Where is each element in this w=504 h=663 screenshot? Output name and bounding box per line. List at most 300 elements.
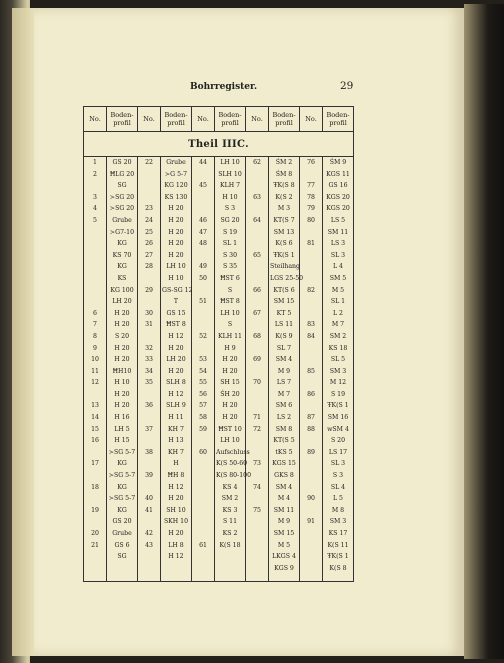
soil-profile-value: LS 3 [330, 240, 346, 248]
profil-column-3 [215, 157, 252, 582]
soil-profile-value: ≻SG 5-7 [108, 495, 136, 503]
entry-number [84, 261, 106, 273]
entry-number [246, 296, 268, 308]
column-header: Boden- profil [269, 107, 300, 132]
soil-profile-value: LS 17 [328, 448, 348, 456]
soil-profile-value: M 8 [331, 506, 345, 514]
entry-number [138, 180, 160, 192]
entry-number [138, 563, 160, 575]
entry-number: 19 [91, 506, 99, 514]
entry-number [300, 261, 322, 273]
entry-number: 30 [145, 309, 153, 317]
soil-profile-value: GS 16 [328, 182, 348, 190]
soil-profile-value: S 20 [114, 332, 130, 340]
soil-profile-value: H 13 [168, 437, 184, 445]
entry-number: 58 [199, 414, 207, 422]
soil-profile-value: L 2 [332, 309, 343, 317]
soil-profile-value: Steilhang [270, 263, 300, 271]
soil-profile-value: ĦST 8 [166, 321, 186, 329]
soil-profile-value: KT(S 5 [273, 437, 295, 445]
soil-profile-value: H 10 [168, 274, 184, 282]
entry-number [192, 528, 214, 540]
soil-profile-value: SM 15 [273, 298, 295, 306]
entry-number: 90 [307, 495, 315, 503]
entry-number [192, 343, 214, 355]
soil-profile-value: S 30 [222, 251, 238, 259]
entry-number [84, 273, 106, 285]
entry-number: 51 [199, 298, 207, 306]
entry-number: 5 [93, 216, 97, 224]
soil-profile-value: SL 4 [330, 483, 346, 491]
soil-profile-value: H 20 [222, 356, 238, 364]
profil-column-5 [323, 157, 354, 582]
entry-number: 65 [253, 251, 261, 259]
entry-number [192, 470, 214, 482]
soil-profile-value: M 7 [277, 390, 291, 398]
entry-number: 50 [199, 274, 207, 282]
entry-number [84, 389, 106, 401]
entry-number [246, 273, 268, 285]
entry-number [138, 331, 160, 343]
entry-number [138, 458, 160, 470]
entry-number [246, 180, 268, 192]
entry-number [192, 458, 214, 470]
soil-profile-value: M 5 [331, 286, 345, 294]
soil-profile-value: SL 5 [330, 356, 346, 364]
soil-profile-value: GS 20 [112, 518, 132, 526]
entry-number [138, 192, 160, 204]
entry-number: 83 [307, 321, 315, 329]
entry-number: 20 [91, 530, 99, 537]
soil-profile-value: H 20 [168, 205, 184, 213]
entry-number [300, 435, 322, 447]
entry-number [300, 540, 322, 552]
entry-number: 86 [307, 390, 315, 398]
entry-number [192, 516, 214, 528]
soil-profile-value: LH 10 [220, 159, 240, 166]
entry-number: 68 [253, 332, 261, 340]
soil-profile-value: KGS 20 [326, 205, 350, 213]
soil-profile-value: SM 16 [327, 414, 349, 422]
soil-profile-value: ĦST 10 [218, 425, 242, 433]
entry-number [192, 563, 214, 575]
entry-number: 82 [307, 286, 315, 294]
entry-number: 78 [307, 193, 315, 201]
soil-profile-value: LH 5 [114, 425, 130, 433]
entry-number [192, 308, 214, 320]
entry-number: 59 [199, 425, 207, 433]
soil-profile-value: H [173, 460, 179, 468]
soil-profile-value: M 9 [277, 367, 291, 375]
entry-number: 57 [199, 402, 207, 410]
entry-number: 81 [307, 240, 315, 248]
soil-profile-value: ŦK(S 8 [273, 182, 295, 190]
entry-number [84, 227, 106, 239]
entry-number: 53 [199, 356, 207, 364]
entry-number [300, 296, 322, 308]
entry-number [300, 470, 322, 482]
soil-profile-value: KG [117, 506, 127, 514]
soil-profile-value: KGS 9 [274, 564, 294, 572]
header-row [84, 107, 354, 132]
soil-profile-value: SM 2 [329, 332, 347, 340]
soil-profile-value: SM 15 [273, 530, 295, 537]
soil-profile-value: SH 10 [166, 506, 186, 514]
soil-profile-value: KGS 15 [272, 460, 296, 468]
soil-profile-value: KG 100 [110, 286, 134, 294]
soil-profile-value: M 12 [329, 379, 347, 387]
entry-number: 38 [145, 448, 153, 456]
soil-profile-value: H 20 [168, 251, 184, 259]
profil-column-1 [107, 157, 138, 582]
soil-profile-value: Grube [112, 530, 132, 537]
entry-number: 76 [307, 159, 315, 166]
entry-number: 40 [145, 495, 153, 503]
soil-profile-value: KGS 20 [326, 193, 350, 201]
entry-number: 41 [145, 506, 153, 514]
entry-number: 62 [253, 159, 261, 166]
soil-profile-value: M 7 [331, 321, 345, 329]
soil-profile-value: SM 8 [275, 425, 293, 433]
left-page-edge [12, 8, 35, 656]
entry-number: 1 [93, 159, 97, 166]
no-column-4 [246, 157, 269, 582]
soil-profile-value: LH 8 [168, 541, 184, 549]
soil-profile-value: SG [117, 182, 127, 190]
soil-profile-value: KG [117, 263, 127, 271]
soil-profile-value: H 9 [224, 344, 236, 352]
soil-profile-value: SM 6 [275, 402, 293, 410]
soil-profile-value: H 20 [114, 356, 130, 364]
entry-number: 32 [145, 344, 153, 352]
entry-number: 10 [91, 356, 99, 364]
soil-profile-value: T [173, 298, 179, 306]
soil-profile-value: GKS 8 [274, 472, 294, 480]
entry-number [246, 528, 268, 540]
entry-number: 45 [199, 182, 207, 190]
soil-profile-value: KS 18 [328, 344, 348, 352]
entry-number [192, 493, 214, 505]
entry-number [246, 261, 268, 273]
entry-number [246, 516, 268, 528]
entry-number [300, 227, 322, 239]
entry-number [246, 227, 268, 239]
column-header: Boden- profil [323, 107, 354, 132]
soil-profile-value: SM 4 [275, 483, 293, 491]
soil-profile-value: LH 10 [220, 309, 240, 317]
entry-number [300, 308, 322, 320]
soil-profile-value: H 11 [168, 414, 184, 422]
entry-number [300, 354, 322, 366]
soil-profile-value [107, 563, 137, 575]
entry-number [138, 435, 160, 447]
soil-profile-value: SM 3 [329, 518, 347, 526]
entry-number: 77 [307, 182, 315, 190]
entry-number: 75 [253, 506, 261, 514]
entry-number [84, 447, 106, 459]
soil-profile-value: KS 70 [112, 251, 132, 259]
entry-number [300, 169, 322, 181]
entry-number: 63 [253, 193, 261, 201]
soil-profile-value: H 12 [168, 390, 184, 398]
soil-profile-value: H 12 [168, 553, 184, 561]
soil-profile-value: K(S 18 [219, 541, 241, 549]
soil-profile-value: S 35 [222, 263, 238, 271]
soil-profile-value: H 20 [222, 402, 238, 410]
soil-profile-value: GS 15 [166, 309, 186, 317]
soil-profile-value: Grube [112, 216, 132, 224]
column-header: Boden- profil [161, 107, 192, 132]
soil-profile-value: ŚM 9 [329, 159, 347, 166]
soil-profile-value: SL 1 [222, 240, 238, 248]
entry-number: 14 [91, 414, 99, 422]
entry-number: 12 [91, 379, 99, 387]
entry-number [84, 563, 106, 575]
entry-number [246, 551, 268, 563]
soil-profile-value: H 20 [168, 344, 184, 352]
soil-profile-value: S [227, 286, 233, 294]
soil-profile-value: LS 11 [274, 321, 294, 329]
entry-number: 47 [199, 228, 207, 236]
soil-profile-value: GS 20 [112, 159, 132, 166]
entry-number [192, 169, 214, 181]
soil-profile-value: LH 10 [220, 437, 240, 445]
soil-profile-value: ŦK(S 1 [273, 251, 295, 259]
entry-number [138, 273, 160, 285]
soil-profile-value: KH 7 [168, 425, 184, 433]
entry-number: 11 [91, 367, 99, 375]
soil-profile-value: KS 3 [222, 506, 238, 514]
section-title: Theil IIIC. [188, 139, 249, 150]
soil-profile-value: H 20 [168, 216, 184, 224]
column-header: No. [300, 107, 323, 132]
entry-number [84, 250, 106, 262]
entry-number: 84 [307, 332, 315, 340]
borehole-register-table [83, 106, 354, 582]
entry-number: 25 [145, 228, 153, 236]
entry-number [192, 482, 214, 494]
entry-number [84, 493, 106, 505]
soil-profile-value: S 11 [222, 518, 238, 526]
soil-profile-value: ≻SG 5-7 [108, 472, 136, 480]
entry-number: 72 [253, 425, 261, 433]
soil-profile-value: LH 20 [112, 298, 132, 306]
entry-number: 22 [145, 159, 153, 166]
soil-profile-value: LH 10 [166, 263, 186, 271]
soil-profile-value: H 20 [114, 309, 130, 317]
soil-profile-value: H 10 [222, 193, 238, 201]
soil-profile-value: ŦK(S 1 [327, 553, 349, 561]
entry-number: 85 [307, 367, 315, 375]
section-title-row [84, 132, 354, 157]
soil-profile-value: S 19 [222, 228, 238, 236]
entry-number [84, 296, 106, 308]
entry-number [138, 516, 160, 528]
soil-profile-value: LH 20 [166, 356, 186, 364]
no-column-1 [84, 157, 107, 582]
entry-number: 24 [145, 216, 153, 224]
profil-column-4 [269, 157, 304, 582]
entry-number: 18 [91, 483, 99, 491]
soil-profile-value: ĦLG 20 [109, 170, 135, 178]
column-header: No. [84, 107, 107, 132]
soil-profile-value: LS 5 [330, 216, 346, 224]
entry-number: 61 [199, 541, 207, 549]
soil-profile-value: KGS 11 [326, 170, 350, 178]
soil-profile-value: L 5 [332, 495, 343, 503]
soil-profile-value: LKGS 4 [272, 553, 296, 561]
entry-number [300, 343, 322, 355]
entry-number [192, 285, 214, 297]
entry-number [192, 250, 214, 262]
soil-profile-value: S 19 [330, 390, 346, 398]
entry-number [246, 343, 268, 355]
soil-profile-value: K(S 6 [275, 240, 293, 248]
soil-profile-value [215, 551, 245, 563]
entry-number: 27 [145, 251, 153, 259]
entry-number: 44 [199, 159, 207, 166]
entry-number [300, 528, 322, 540]
soil-profile-value: H 20 [114, 390, 130, 398]
entry-number [138, 296, 160, 308]
soil-profile-value: KS 130 [164, 193, 188, 201]
soil-profile-value: KS [117, 274, 127, 282]
entry-number: 15 [91, 425, 99, 433]
entry-number: 48 [199, 240, 207, 248]
soil-profile-value: H 20 [168, 530, 184, 537]
soil-profile-value: H 20 [114, 344, 130, 352]
soil-profile-value: ĦST 6 [220, 274, 240, 282]
soil-profile-value: H 20 [168, 228, 184, 236]
entry-number [300, 563, 322, 575]
soil-profile-value: Aufschluss [216, 448, 250, 456]
entry-number [138, 551, 160, 563]
soil-profile-value: KG [117, 460, 127, 468]
soil-profile-value: K(S 11 [327, 541, 349, 549]
column-header: No. [138, 107, 161, 132]
soil-profile-value: wSM 4 [327, 425, 349, 433]
soil-profile-value: SLH 10 [218, 170, 242, 178]
entry-number [300, 400, 322, 412]
entry-number: 64 [253, 216, 261, 224]
soil-profile-value: H 12 [168, 332, 184, 340]
entry-number: 43 [145, 541, 153, 549]
entry-number [138, 169, 160, 181]
entry-number: 91 [307, 518, 315, 526]
entry-number: 74 [253, 483, 261, 491]
entry-number [246, 563, 268, 575]
soil-profile-value: KS 2 [222, 530, 238, 537]
entry-number: 17 [91, 460, 99, 468]
entry-number [192, 192, 214, 204]
entry-number [138, 412, 160, 424]
soil-profile-value: SM 5 [329, 274, 347, 282]
soil-profile-value: ŚM 8 [275, 170, 293, 178]
column-header: No. [246, 107, 269, 132]
entry-number: 54 [199, 367, 207, 375]
entry-number [300, 551, 322, 563]
entry-number: 67 [253, 309, 261, 317]
entry-number: 8 [93, 332, 97, 340]
entry-number: 88 [307, 425, 315, 433]
soil-profile-value: GS-SG 12 [162, 286, 193, 294]
soil-profile-value: ≻SG 20 [109, 193, 135, 201]
soil-profile-value: K(S 2 [275, 193, 293, 201]
soil-profile-value: S 3 [332, 472, 344, 480]
no-column-5 [300, 157, 323, 582]
soil-profile-value: KLH 7 [219, 182, 241, 190]
entry-number: 55 [199, 379, 207, 387]
entry-number: 7 [93, 321, 97, 329]
entry-number: 37 [145, 425, 153, 433]
soil-profile-value: ŚM 2 [275, 159, 293, 166]
entry-number: 69 [253, 356, 261, 364]
soil-profile-value: KS 4 [222, 483, 238, 491]
entry-number [84, 238, 106, 250]
soil-profile-value: LGS 25-50 [270, 274, 304, 282]
entry-number [246, 540, 268, 552]
entry-number [300, 482, 322, 494]
data-row [84, 157, 354, 582]
entry-number: 31 [145, 321, 153, 329]
soil-profile-value: KT(S 6 [273, 286, 295, 294]
entry-number [246, 400, 268, 412]
soil-profile-value: ≻SG 20 [109, 205, 135, 213]
no-column-3 [192, 157, 215, 582]
column-header: Boden- profil [215, 107, 246, 132]
entry-number [246, 435, 268, 447]
soil-profile-value: K(S 8 [329, 564, 347, 572]
entry-number [300, 458, 322, 470]
soil-profile-value: H 12 [168, 483, 184, 491]
page-number: 29 [340, 80, 354, 92]
entry-number [192, 505, 214, 517]
column-header: Boden- profil [107, 107, 138, 132]
soil-profile-value: SM 4 [275, 356, 293, 364]
soil-profile-value: H 20 [114, 402, 130, 410]
entry-number: 66 [253, 286, 261, 294]
entry-number: 16 [91, 437, 99, 445]
entry-number [246, 203, 268, 215]
no-column-2 [138, 157, 161, 582]
entry-number [300, 377, 322, 389]
soil-profile-value: S 20 [330, 437, 346, 445]
entry-number [246, 319, 268, 331]
right-page-edge [464, 4, 504, 659]
entry-number: 13 [91, 402, 99, 410]
soil-profile-value: SLH 8 [166, 379, 186, 387]
entry-number [246, 238, 268, 250]
entry-number [84, 516, 106, 528]
soil-profile-value: Grube [166, 159, 186, 166]
soil-profile-value [161, 563, 191, 575]
soil-profile-value: H 20 [222, 414, 238, 422]
soil-profile-value: LS 7 [276, 379, 292, 387]
soil-profile-value: KLH 11 [218, 332, 242, 340]
entry-number: 28 [145, 263, 153, 271]
soil-profile-value: SM 3 [329, 367, 347, 375]
entry-number [192, 203, 214, 215]
soil-profile-value [215, 563, 245, 575]
entry-number [192, 319, 214, 331]
entry-number [84, 180, 106, 192]
entry-number: 26 [145, 240, 153, 248]
soil-profile-value: K(S 80-100 [216, 472, 252, 480]
soil-profile-value: ≻G7-10 [109, 228, 135, 236]
soil-profile-value: KT(S 7 [273, 216, 295, 224]
soil-profile-value: SM 2 [221, 495, 239, 503]
soil-profile-value: KS 17 [328, 530, 348, 537]
